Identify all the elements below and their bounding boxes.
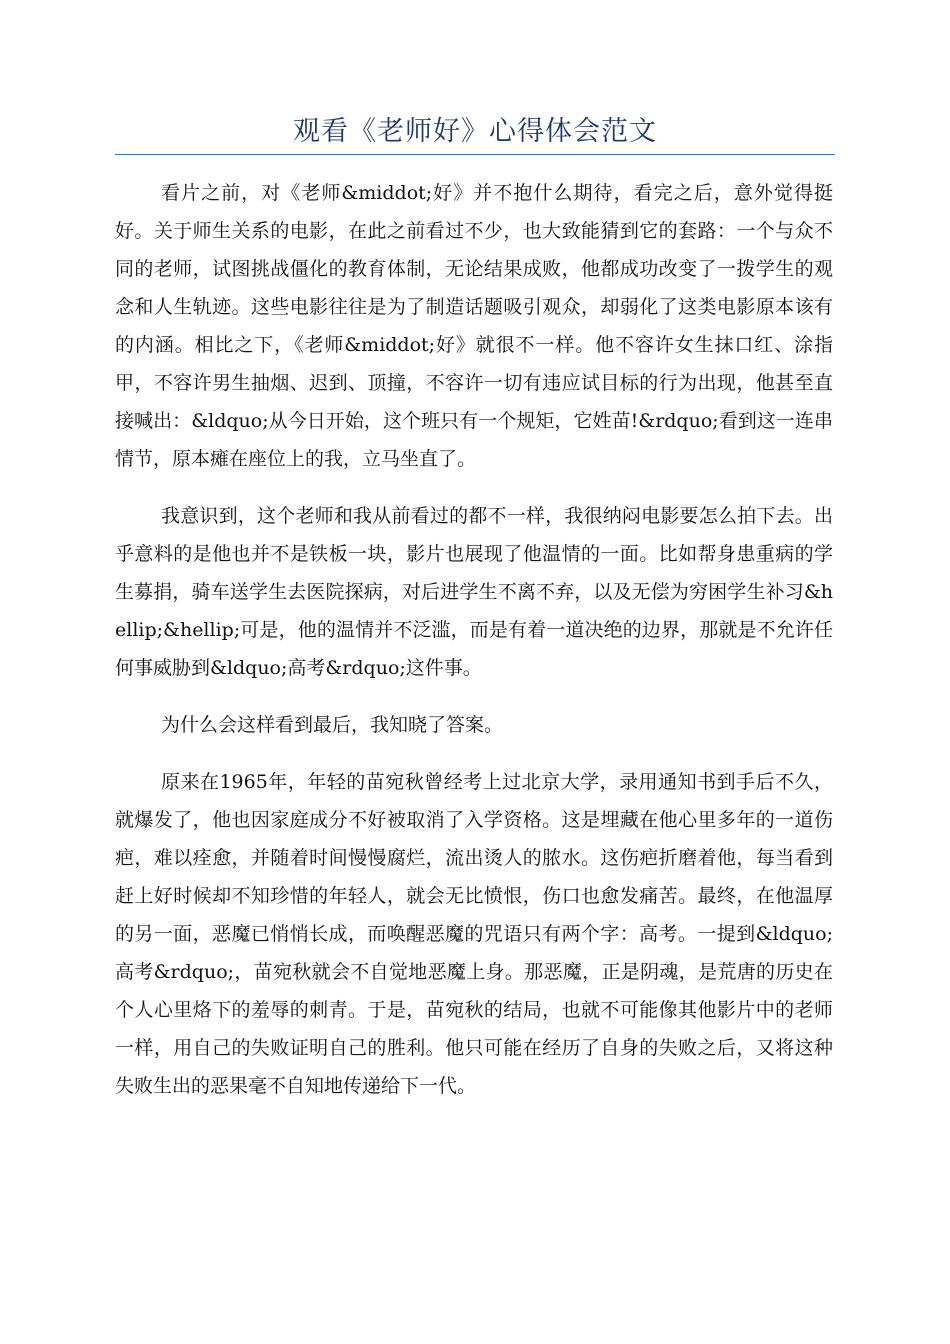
title-underline xyxy=(115,154,835,155)
document-title: 观看《老师好》心得体会范文 xyxy=(293,116,657,147)
paragraph-3: 为什么会这样看到最后，我知晓了答案。 xyxy=(161,714,504,736)
paragraph-2: 我意识到，这个老师和我从前看过的都不一样，我很纳闷电影要怎么拍下去。出乎意料的是他也并不是铁板一块，影片也展现了他温情的一面。比如帮身患重病的学生募捐，骑车送学生去医院探病，对后进学生不离不弃，以及无偿为穷困学生补习&hellip;&hellip;可是，他的温情并不泛滥，而是有着一道决绝的边界，那就是不允许任何事威胁到&ldquo;高考&rdquo;这件事。 xyxy=(115,505,833,679)
document-body xyxy=(115,174,833,1124)
paragraph-4: 原来在1965年，年轻的苗宛秋曾经考上过北京大学，录用通知书到手后不久，就爆发了，他也因家庭成分不好被取消了入学资格。这是埋藏在他心里多年的一道伤疤，难以痊愈，并随着时间慢慢腐烂，流出烫人的脓水。这伤疤折磨着他，每当看到赶上好时候却不知珍惜的年轻人，就会无比愤恨，伤口也愈发痛苦。最终，在他温厚的另一面，恶魔已悄悄长成，而唤醒恶魔的咒语只有两个字：高考。一提到&ldquo;高考&rdquo;，苗宛秋就会不自觉地恶魔上身。那恶魔，正是阴魂，是荒唐的历史在个人心里烙下的羞辱的刺青。于是，苗宛秋的结局，也就不可能像其他影片中的老师一样，用自己的失败证明自己的胜利。他只可能在经历了自身的失败之后，又将这种失败生出的恶果毫不自知地传递给下一代。 xyxy=(115,771,833,1097)
paragraph-1: 看片之前，对《老师&middot;好》并不抱什么期待，看完之后，意外觉得挺好。关于师生关系的电影，在此之前看过不少，也大致能猜到它的套路：一个与众不同的老师，试图挑战僵化的教育体制，无论结果成败，他都成功改变了一拨学生的观念和人生轨迹。这些电影往往是为了制造话题吸引观众，却弱化了这类电影原本该有的内涵。相比之下，《老师&middot;好》就很不一样。他不容许女生抹口红、涂指甲，不容许男生抽烟、迟到、顶撞，不容许一切有违应试目标的行为出现，他甚至直接喊出：&ldquo;从今日开始，这个班只有一个规矩，它姓苗!&rdquo;看到这一连串情节，原本瘫在座位上的我，立马坐直了。 xyxy=(115,182,833,470)
